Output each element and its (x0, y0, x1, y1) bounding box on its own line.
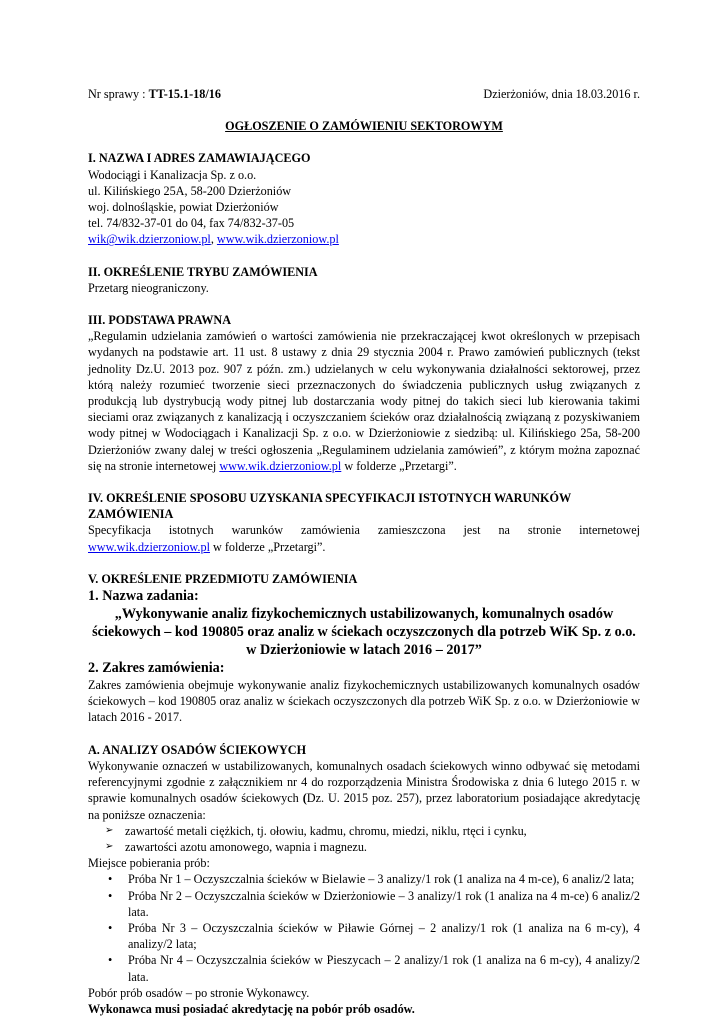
sludge-intro-body: Wykonywanie oznaczeń w ustabilizowanych, komunalnych osadach ściekowych winno odbywać się metodami referencyjnymi zgodnie z załącznikiem nr 4 do rozporządzenia Ministra Środowiska z dnia 6 lutego 2015 r. w sprawie komunalnych osadów ściekowych (88, 758, 640, 806)
sample-item: • Próba Nr 4 – Oczyszczalnia ścieków w Pieszycach – 2 analizy/1 rok (1 analiza na 6 m-cy), 4 analizy/2 lata. (88, 952, 640, 984)
document-title: OGŁOSZENIE O ZAMÓWIENIU SEKTOROWYM (225, 119, 503, 134)
scope-heading: 2. Zakres zamówienia: (88, 660, 225, 677)
contact-links (88, 231, 640, 247)
specification-folder: w folderze „Przetargi”. (209, 539, 326, 554)
samples-list (88, 871, 640, 984)
document-page (88, 86, 640, 1017)
website-link[interactable]: www.wik.dzierzoniow.pl (216, 232, 339, 247)
procedure-type: Przetarg nieograniczony. (88, 280, 209, 295)
sample-pickup: Pobór prób osadów – po stronie Wykonawcy. (88, 985, 310, 1000)
specification-link[interactable]: www.wik.dzierzoniow.pl (88, 539, 210, 554)
section-2-heading: II. OKREŚLENIE TRYBU ZAMÓWIENIA (88, 264, 318, 279)
section-3-heading: III. PODSTAWA PRAWNA (88, 313, 231, 328)
case-number: TT-15.1-18/16 (148, 87, 221, 101)
scope-text: Zakres zamówienia obejmuje wykonywanie analiz fizykochemicznych ustabilizowanych komunalnych osadów ściekowych – kod 190805 oraz analiz w ściekach oczyszczonych dla potrzeb WiK Sp. z o.o. w Dzierżoniowie w latach 2016 - 2017. (88, 678, 640, 725)
company-address: ul. Kilińskiego 25A, 58-200 Dzierżoniów (88, 183, 292, 198)
company-phone: tel. 74/832-37-01 do 04, fax 74/832-37-05 (88, 216, 295, 231)
case-number-line (88, 86, 221, 102)
sludge-intro-paren: ( (302, 791, 307, 806)
company-name: Wodociągi i Kanalizacja Sp. z o.o. (88, 167, 257, 182)
task-name: „Wykonywanie analiz fizykochemicznych ustabilizowanych, komunalnych osadów ściekowych – kod 190805 oraz analiz w ściekach oczyszczonych dla potrzeb WiK Sp. z o.o. w Dzierżoniowie w latach 2016 – 2017” (92, 606, 636, 659)
sample-item: • Próba Nr 1 – Oczyszczalnia ścieków w Bielawie – 3 analizy/1 rok (1 analiza na 4 m-ce), 6 analiz/2 lata; (88, 871, 640, 887)
sludge-intro-tail: Dz. U. 2015 poz. 257), przez laboratorium posiadające akredytację na poniższe oznaczenia: (88, 791, 641, 822)
place-date: Dzierżoniów, dnia 18.03.2016 r. (483, 87, 640, 101)
sampling-heading: Miejsce pobierania prób: (88, 856, 210, 871)
legal-basis-text (88, 328, 640, 474)
sample-item: • Próba Nr 2 – Oczyszczalnia ścieków w Dzierżoniowie – 3 analizy/1 rok (1 analiza na 4 m-ce) 6 analiz/2 lata. (88, 888, 640, 920)
email-link[interactable]: wik@wik.dzierzoniow.pl (88, 232, 211, 247)
section-5-heading: V. OKREŚLENIE PRZEDMIOTU ZAMÓWIENIA (88, 571, 358, 586)
section-4-heading: IV. OKREŚLENIE SPOSOBU UZYSKANIA SPECYFIKACJI ISTOTNYCH WARUNKÓW ZAMÓWIENIA (88, 491, 571, 522)
specification-text (88, 522, 640, 554)
accreditation-requirement: Wykonawca musi posiadać akredytację na pobór prób osadów. (88, 1001, 415, 1016)
determinations-list (88, 823, 640, 855)
legal-basis-folder: w folderze „Przetargi”. (341, 458, 457, 473)
section-1-heading: I. NAZWA I ADRES ZAMAWIAJĄCEGO (88, 151, 311, 166)
document-header (88, 86, 640, 102)
sample-item: • Próba Nr 3 – Oczyszczalnia ścieków w Piławie Górnej – 2 analizy/1 rok (1 analiza na 6 m-cy), 4 analizy/2 lata; (88, 920, 640, 952)
case-number-label: Nr sprawy : (88, 87, 149, 101)
specification-body: Specyfikacja istotnych warunków zamówienia zamieszczona jest na stronie internetowej (88, 523, 640, 538)
determination-item: ➢ zawartości azotu amonowego, wapnia i magnezu. (88, 839, 640, 855)
task-name-heading: 1. Nazwa zadania: (88, 588, 199, 605)
determination-item: ➢ zawartość metali ciężkich, tj. ołowiu, kadmu, chromu, miedzi, niklu, rtęci i cynku, (88, 823, 640, 839)
section-a-heading: A. ANALIZY OSADÓW ŚCIEKOWYCH (88, 742, 307, 757)
legal-basis-body: „Regulamin udzielania zamówień o wartości zamówienia nie przekraczającej kwot określonych w przepisach wydanych na podstawie art. 11 ust. 8 ustawy z dnia 29 stycznia 2004 r. Prawo zamówień publicznych (tekst jednolity Dz.U. 2013 poz. 907 z późn. zm.) udzielanych w celu wykonywania działalności sektorowej, przez którą należy rozumieć tworzenie sieci przeznaczonych do świadczenia publicznych usług związanych z produkcją lub dystrybucją wody pitnej lub dostarczania wody pitnej do takich sieci lub kierowania takimi sieciami oraz związanych z kanalizacją i oczyszczaniem ścieków oraz działalnością związaną z pozyskiwaniem wody pitnej w Wodociągach i Kanalizacji Sp. z o.o. w Dzierżoniowie z siedzibą: ul. Kilińskiego 25a, 58-200 Dzierżoniów zwany dalej w treści ogłoszenia „Regulaminem udzielania zamówień”, z którym można zapoznać się na stronie internetowej (88, 329, 640, 473)
legal-basis-link[interactable]: www.wik.dzierzoniow.pl (219, 458, 342, 473)
company-region: woj. dolnośląskie, powiat Dzierżoniów (88, 200, 279, 215)
sludge-intro (88, 758, 640, 823)
contact-separator: , (210, 232, 217, 247)
